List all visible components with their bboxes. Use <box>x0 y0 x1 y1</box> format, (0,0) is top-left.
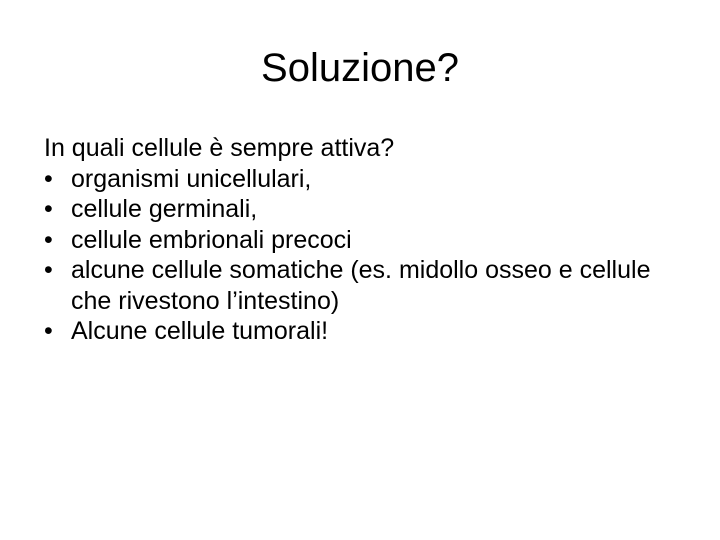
slide-title: Soluzione? <box>261 46 459 90</box>
bullet-icon: • <box>44 164 53 193</box>
bullet-icon: • <box>44 225 53 254</box>
bullet-text: organismi unicellulari, <box>71 164 312 193</box>
bullet-text: alcune cellule somatiche (es. midollo osseo e cellule che rivestono l’intestino) <box>71 256 651 315</box>
intro-question: In quali cellule è sempre attiva? <box>44 134 395 162</box>
bullet-icon: • <box>44 256 53 284</box>
bullet-text: cellule germinali, <box>71 195 258 223</box>
bullet-icon: • <box>44 195 53 223</box>
bullet-item <box>44 194 684 225</box>
bullet-item <box>44 255 684 316</box>
bullet-item <box>44 316 684 347</box>
bullet-item <box>44 225 684 256</box>
bullet-text: Alcune cellule tumorali! <box>71 317 329 345</box>
slide-body <box>44 133 684 347</box>
bullet-list <box>44 164 684 347</box>
bullet-icon: • <box>44 317 53 345</box>
bullet-text: cellule embrionali precoci <box>71 225 352 254</box>
bullet-item <box>44 164 684 195</box>
